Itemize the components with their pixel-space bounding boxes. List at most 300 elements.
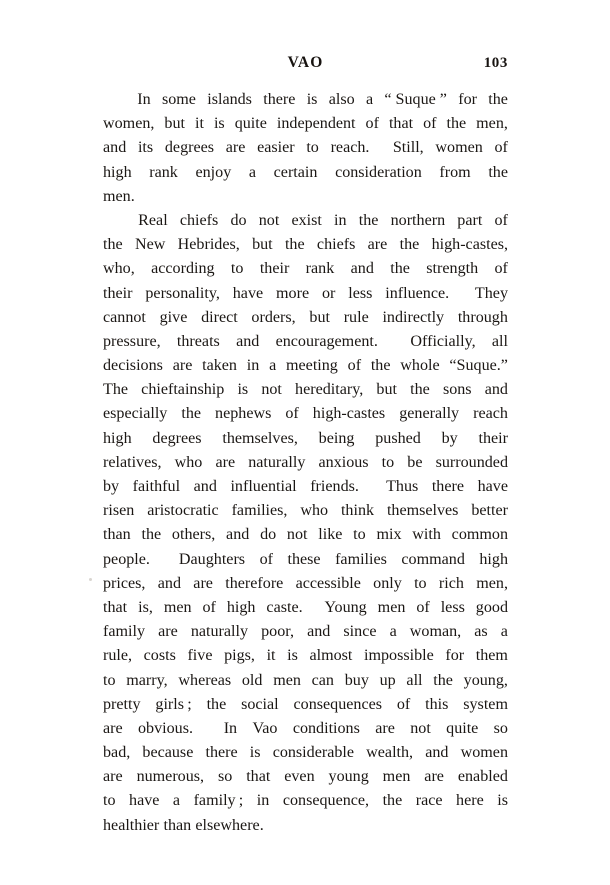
word: orders, xyxy=(251,308,296,326)
word: conditions xyxy=(292,719,360,737)
word: the xyxy=(382,792,403,810)
word: so xyxy=(217,768,233,786)
word: family xyxy=(103,623,146,641)
text-line xyxy=(103,378,508,402)
word: women xyxy=(460,744,508,762)
word: them xyxy=(475,647,508,665)
word: degrees xyxy=(164,139,215,157)
word: a xyxy=(172,792,181,810)
word: obvious. xyxy=(138,719,193,737)
word: and xyxy=(484,381,508,399)
paragraph xyxy=(103,88,508,209)
word: the xyxy=(284,236,305,254)
word: social xyxy=(241,695,279,713)
word: common xyxy=(451,526,508,544)
word: faithful xyxy=(132,478,181,495)
word: mix xyxy=(376,526,402,544)
word: prices, xyxy=(103,574,146,592)
word: and xyxy=(226,526,250,544)
word: naturally xyxy=(248,453,306,471)
word: of xyxy=(423,115,437,133)
word: women xyxy=(435,139,483,157)
word: direct xyxy=(201,308,238,326)
word: this xyxy=(425,695,449,713)
word: high xyxy=(226,598,256,616)
word: family ; xyxy=(193,792,244,810)
text-line xyxy=(103,693,508,717)
word: of xyxy=(347,357,362,375)
word: men xyxy=(273,671,301,689)
word: independent xyxy=(276,115,356,133)
word: and xyxy=(236,332,260,350)
word: consequences xyxy=(293,695,382,713)
word: the xyxy=(390,260,410,278)
word: pigs, xyxy=(224,647,255,665)
text-line xyxy=(103,402,508,426)
word: the xyxy=(488,91,508,108)
word: five xyxy=(187,647,213,665)
text-line xyxy=(103,257,508,281)
text-line xyxy=(103,572,508,596)
text-line xyxy=(103,354,508,378)
word: there xyxy=(431,478,464,495)
word: since xyxy=(343,623,377,641)
text-line xyxy=(103,814,508,838)
paragraph-indent xyxy=(103,209,126,233)
word: old xyxy=(241,671,263,689)
word: there xyxy=(205,744,238,762)
text-line xyxy=(103,644,508,668)
word: more xyxy=(276,284,310,302)
word: high xyxy=(103,163,132,181)
word: according xyxy=(151,260,215,278)
word: woman, xyxy=(409,623,462,641)
word: who, xyxy=(103,260,135,278)
word: for xyxy=(445,647,465,665)
word: can xyxy=(311,671,334,689)
word: themselves, xyxy=(222,429,298,447)
word: generally xyxy=(399,405,460,423)
text-line xyxy=(103,499,508,523)
word: of xyxy=(494,260,508,278)
word: decisions xyxy=(103,357,163,375)
text-line xyxy=(103,789,508,813)
word: or xyxy=(321,284,336,302)
word: to xyxy=(353,526,366,544)
word: are xyxy=(367,236,388,254)
word: considerable xyxy=(272,744,355,762)
word: their xyxy=(259,260,290,278)
word: is xyxy=(306,91,318,108)
word: a xyxy=(500,623,508,641)
word: the xyxy=(358,211,379,229)
word: enjoy xyxy=(195,163,232,181)
word: being xyxy=(318,429,355,447)
word: whole xyxy=(400,357,440,375)
word: the xyxy=(206,695,227,713)
word: as xyxy=(474,623,488,641)
word: strength xyxy=(426,260,479,278)
word: of xyxy=(285,405,299,423)
word: to xyxy=(381,453,395,471)
word: it xyxy=(266,647,276,665)
text-line xyxy=(103,306,508,330)
word: who xyxy=(174,453,203,471)
word: Young xyxy=(324,598,367,616)
word: better xyxy=(471,502,508,520)
scan-speck xyxy=(89,578,92,581)
word: to xyxy=(230,260,244,278)
word: is, xyxy=(138,598,153,616)
word: “ Suque ” xyxy=(384,91,447,108)
word: a xyxy=(365,91,374,108)
word: the xyxy=(410,381,430,399)
word: their xyxy=(478,429,508,447)
word: women, xyxy=(103,115,155,133)
word: sons xyxy=(442,381,472,399)
word: northern xyxy=(390,211,446,229)
word: are xyxy=(103,768,123,786)
running-head-title: VAO xyxy=(287,54,324,71)
text-line xyxy=(103,330,508,354)
word: be xyxy=(407,453,423,471)
word: are xyxy=(424,768,444,786)
text-line xyxy=(103,741,508,765)
word: high xyxy=(103,429,132,447)
word: the xyxy=(103,236,123,254)
word: its xyxy=(137,139,154,157)
word: the xyxy=(488,163,508,181)
word: “Suque.” xyxy=(449,357,508,375)
word: others, xyxy=(171,526,216,544)
word: through xyxy=(457,308,508,326)
word: men, xyxy=(476,115,508,133)
word: a xyxy=(248,163,257,181)
word: with xyxy=(412,526,441,544)
word: chiefs xyxy=(316,236,356,254)
word: poor, xyxy=(261,623,294,641)
text-line xyxy=(103,765,508,789)
word: enabled xyxy=(457,768,508,786)
word: to xyxy=(103,792,116,810)
word: it xyxy=(194,115,204,133)
word: relatives, xyxy=(103,453,162,471)
text-line xyxy=(103,717,508,741)
word: also xyxy=(328,91,355,108)
word: are xyxy=(172,357,193,375)
word: chieftainship xyxy=(141,381,225,399)
word: but xyxy=(309,308,330,326)
word: influential xyxy=(230,478,297,495)
text-line xyxy=(103,451,508,475)
text-line xyxy=(103,427,508,451)
word: indirectly xyxy=(382,308,445,326)
word: have xyxy=(232,284,264,302)
word: not xyxy=(286,526,308,544)
word: marry, xyxy=(126,671,168,689)
word: nephews xyxy=(215,405,272,423)
word: accessible xyxy=(295,574,361,592)
text-line xyxy=(103,282,508,306)
word: of xyxy=(365,115,379,133)
word: rule, xyxy=(103,647,133,665)
word: is xyxy=(249,744,261,762)
word: race xyxy=(415,792,443,810)
word: less xyxy=(348,284,373,302)
word: so xyxy=(493,719,508,737)
word: impossible xyxy=(364,647,434,665)
word: by xyxy=(103,478,120,495)
word: are xyxy=(215,453,236,471)
word: buy xyxy=(344,671,369,689)
page-number: 103 xyxy=(483,55,508,71)
text-line xyxy=(103,523,508,547)
word: of xyxy=(494,211,508,229)
word: caste. xyxy=(266,598,303,616)
word: high-castes, xyxy=(431,236,508,254)
word: In xyxy=(137,91,151,108)
word: their xyxy=(103,284,133,302)
word: Real xyxy=(138,211,168,229)
word: that xyxy=(103,598,128,616)
word: New xyxy=(134,236,166,254)
word: pressure, xyxy=(103,332,161,350)
word: men xyxy=(377,598,406,616)
word: Daughters xyxy=(178,550,246,568)
word: do xyxy=(260,526,277,544)
word: have xyxy=(129,792,160,810)
word: Thus xyxy=(386,478,419,495)
word: because xyxy=(142,744,194,762)
text-line xyxy=(103,669,508,693)
word: rich xyxy=(438,574,464,592)
text-line xyxy=(103,185,508,209)
word: costs xyxy=(143,647,176,665)
word: not xyxy=(261,381,282,399)
word: is xyxy=(287,647,298,665)
word: some xyxy=(161,91,196,108)
word: young, xyxy=(463,671,508,689)
word: therefore xyxy=(225,574,284,592)
word: from xyxy=(439,163,471,181)
word: these xyxy=(287,550,321,568)
word: all xyxy=(406,671,423,689)
word: in xyxy=(334,211,347,229)
word: chiefs xyxy=(179,211,219,229)
word: and xyxy=(307,623,331,641)
text-line xyxy=(103,88,508,112)
word: are xyxy=(193,574,213,592)
word: command xyxy=(401,550,465,568)
word: consequence, xyxy=(282,792,370,810)
text-line xyxy=(103,475,508,499)
word: healthier xyxy=(103,816,160,834)
word: is xyxy=(497,792,508,810)
word: consideration xyxy=(335,163,422,181)
word: who xyxy=(300,502,329,520)
word: by xyxy=(441,429,458,447)
word: almost xyxy=(309,647,353,665)
word: are xyxy=(225,139,246,157)
word: but xyxy=(252,236,273,254)
word: and xyxy=(157,574,181,592)
word: of xyxy=(416,598,430,616)
word: have xyxy=(477,478,508,495)
word: encouragement. xyxy=(275,332,378,350)
word: do xyxy=(230,211,247,229)
word: the xyxy=(446,115,467,133)
word: like xyxy=(318,526,343,544)
word: not xyxy=(258,211,280,229)
word: aristocratic xyxy=(147,502,219,520)
word: young xyxy=(328,768,369,786)
word: rank xyxy=(149,163,178,181)
word: anxious xyxy=(318,453,369,471)
word: numerous, xyxy=(136,768,205,786)
word: only xyxy=(373,574,402,592)
word: the xyxy=(433,671,453,689)
word: a xyxy=(269,357,277,375)
word: islands xyxy=(207,91,252,108)
word: not xyxy=(410,719,431,737)
word: give xyxy=(159,308,188,326)
word: of xyxy=(396,695,411,713)
text-line xyxy=(103,548,508,572)
word: here xyxy=(456,792,484,810)
word: pretty xyxy=(103,695,141,713)
word: and xyxy=(425,744,449,762)
word: less xyxy=(440,598,465,616)
word: certain xyxy=(273,163,318,181)
word: exist xyxy=(291,211,322,229)
word: but xyxy=(376,381,397,399)
word: personality, xyxy=(145,284,220,302)
word: in xyxy=(246,357,260,375)
word: high xyxy=(479,550,508,568)
word: taken xyxy=(202,357,237,375)
word: In xyxy=(223,719,238,737)
word: easier xyxy=(257,139,295,157)
running-head xyxy=(103,54,508,76)
word: the xyxy=(370,357,391,375)
word: Hebrides, xyxy=(177,236,240,254)
word: for xyxy=(458,91,477,108)
word: that xyxy=(246,768,271,786)
word: influence. xyxy=(385,284,450,302)
word: to xyxy=(103,671,116,689)
text-line xyxy=(103,209,508,233)
word: in xyxy=(256,792,270,810)
word: friends. xyxy=(310,478,359,495)
word: is xyxy=(213,115,225,133)
word: quite xyxy=(446,719,479,737)
word: meeting xyxy=(286,357,338,375)
word: think xyxy=(340,502,375,520)
word: is xyxy=(237,381,249,399)
word: threats xyxy=(176,332,220,350)
text-line xyxy=(103,233,508,257)
word: and xyxy=(350,260,374,278)
word: men xyxy=(382,768,411,786)
word: are xyxy=(103,719,123,737)
word: that xyxy=(388,115,414,133)
word: families, xyxy=(231,502,288,520)
word: high-castes xyxy=(312,405,386,423)
word: whereas xyxy=(178,671,232,689)
word: rule xyxy=(343,308,369,326)
word: there xyxy=(263,91,296,108)
text-line xyxy=(103,136,508,160)
word: pushed xyxy=(375,429,421,447)
word: They xyxy=(474,284,508,302)
word: surrounded xyxy=(435,453,508,471)
text-line xyxy=(103,620,508,644)
paragraph xyxy=(103,209,508,838)
word: people. xyxy=(103,550,150,568)
word: to xyxy=(414,574,427,592)
word: than xyxy=(163,816,192,834)
text-line xyxy=(103,112,508,136)
word: even xyxy=(284,768,315,786)
word: especially xyxy=(103,405,168,423)
word: are xyxy=(158,623,178,641)
word: quite xyxy=(234,115,267,133)
text-line xyxy=(103,161,508,185)
word: rank xyxy=(305,260,335,278)
word: naturally xyxy=(190,623,249,641)
word: families xyxy=(335,550,387,568)
word: reach xyxy=(473,405,508,423)
text-block xyxy=(103,88,508,838)
word: of xyxy=(202,598,216,616)
word: the xyxy=(141,526,162,544)
word: and xyxy=(103,139,127,157)
word: all xyxy=(491,332,508,350)
text-line xyxy=(103,596,508,620)
word: hereditary, xyxy=(295,381,364,399)
word: to xyxy=(306,139,319,157)
word: themselves xyxy=(386,502,459,520)
word: Officially, xyxy=(410,332,476,350)
word: men xyxy=(163,598,192,616)
word: bad, xyxy=(103,744,131,762)
paragraph-indent xyxy=(103,88,126,112)
word: reach. xyxy=(330,139,370,157)
word: of xyxy=(259,550,273,568)
word: cannot xyxy=(103,308,146,326)
word: wealth, xyxy=(366,744,414,762)
word: up xyxy=(379,671,396,689)
word: men. xyxy=(103,187,135,205)
word: girls ; xyxy=(155,695,192,713)
word: system xyxy=(463,695,508,713)
word: but xyxy=(164,115,185,133)
word: The xyxy=(103,381,129,399)
word: risen xyxy=(103,502,135,520)
word: are xyxy=(375,719,395,737)
word: a xyxy=(389,623,397,641)
word: Still, xyxy=(392,139,424,157)
word: men, xyxy=(476,574,508,592)
word: Vao xyxy=(252,719,278,737)
word: and xyxy=(193,478,217,495)
word: the xyxy=(181,405,202,423)
word: good xyxy=(475,598,508,616)
word: elsewhere. xyxy=(195,816,264,834)
word: part xyxy=(457,211,483,229)
word: the xyxy=(399,236,420,254)
word: than xyxy=(103,526,131,544)
